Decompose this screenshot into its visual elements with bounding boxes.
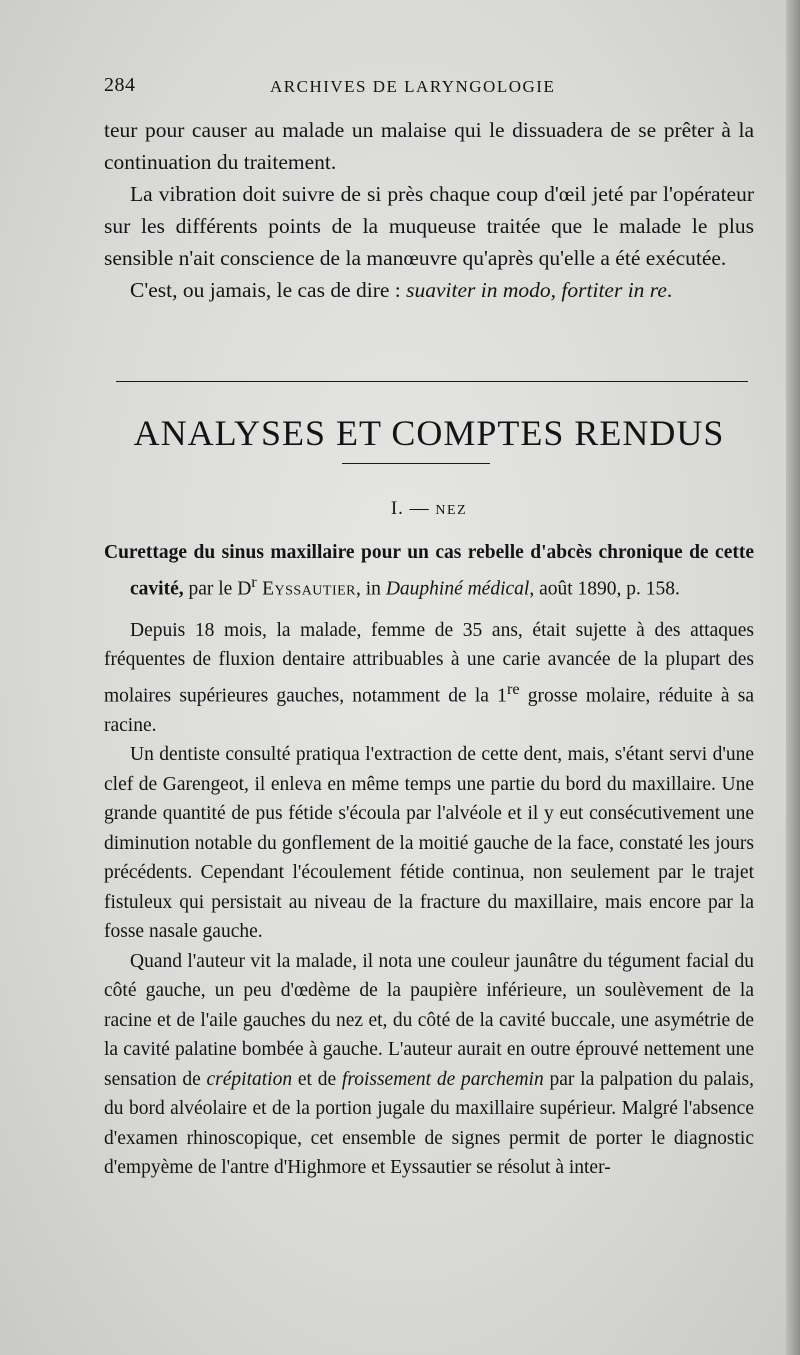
article-title: Curettage du sinus maxillaire pour un cas rebelle d'abcès chronique de cette cavité, — [104, 542, 754, 599]
conclusion-text: C'est, ou jamais, le cas de dire : — [130, 278, 407, 302]
latin-quote: suaviter in modo, fortiter in re — [406, 278, 667, 302]
history-end: grosse molaire, réduite à sa racine. — [104, 685, 754, 736]
page-header — [104, 74, 754, 104]
exam-parchemin: froissement de parchemin — [341, 1068, 544, 1090]
exam-text-a: Quand l'auteur vit la malade, il nota une couleur jaunâtre du tégument facial du côté gauche, un peu d'œdème de la paupière inférieure, un soulèvement de la racine et de l'aile gauches du nez et, du côté de la cavité buccale, une asymétrie de la cavité palatine bombée à gauche. L'auteur aurait en outre éprouvé nettement une sensation de — [104, 950, 754, 1090]
subsection-number: I. — — [390, 498, 436, 519]
citation-by: par le D — [183, 578, 252, 599]
paragraph-continuation: teur pour causer au malade un malaise qui le dissuadera de se prêter à la continuation du traitement. — [104, 118, 754, 174]
article-citation — [104, 538, 754, 604]
subsection-heading — [104, 498, 754, 520]
conclusion-end: . — [666, 278, 673, 302]
section-title: ANALYSES ET COMPTES RENDUS — [133, 413, 725, 453]
article-review — [104, 538, 754, 1183]
paragraph-conclusion — [104, 274, 754, 306]
continued-text — [104, 114, 754, 306]
citation-in: , in — [356, 578, 386, 599]
exam-text-c: par la palpation du palais, du bord alvéolaire et de la portion jugale du maxillaire supérieur. Malgré l'absence d'examen rhinoscopique, cet ensemble de signes permit de porter le diagnostic d'empyème de l'antre d'Highmore et Eyssautier se résolut à inter- — [104, 1068, 754, 1178]
page-number: 284 — [104, 74, 136, 96]
running-head: ARCHIVES DE LARYNGOLOGIE — [270, 77, 556, 96]
paragraph-dentist: Un dentiste consulté pratiqua l'extraction de cette dent, mais, s'étant servi d'une clef de Garengeot, il enleva en même temps une partie du bord du maxillaire. Une grande quantité de pus fétide s'écoula par l'alvéole et il y eut consécutivement une diminution notable du gonflement de la moitié gauche de la face, constaté les jours précédents. Cependant l'écoulement fétide continua, non seulement par le trajet fistuleux qui persistait au niveau de la fracture du maxillaire, mais encore par la fosse nasale gauche. — [104, 744, 754, 942]
history-sup: re — [506, 679, 520, 698]
section-divider — [116, 381, 748, 382]
page-edge-shadow — [786, 0, 800, 1355]
citation-dr-sup: r — [251, 572, 257, 591]
paragraph-history — [104, 616, 754, 741]
subsection-label: NEZ — [435, 503, 468, 518]
exam-text-b: et de — [292, 1068, 342, 1090]
paragraph-vibration: La vibration doit suivre de si près chaque coup d'œil jeté par l'opérateur sur les différents points de la muqueuse traitée que le malade le plus sensible n'ait conscience de la manœuvre qu'après qu'elle a été exécutée. — [104, 182, 754, 270]
citation-journal: Dauphiné médical — [385, 578, 530, 599]
citation-author: Eyssautier — [256, 578, 357, 599]
exam-crepitation: crépitation — [206, 1068, 293, 1090]
paragraph-examination — [104, 947, 754, 1183]
title-underline — [342, 463, 490, 464]
history-text: Depuis 18 mois, la malade, femme de 35 ans, était sujette à des attaques fréquentes de fluxion dentaire attribuables à une carie avancée de la plupart des molaires supérieures gauches, notamment de la 1 — [104, 619, 754, 706]
citation-date: , août 1890, p. 158. — [529, 578, 680, 599]
